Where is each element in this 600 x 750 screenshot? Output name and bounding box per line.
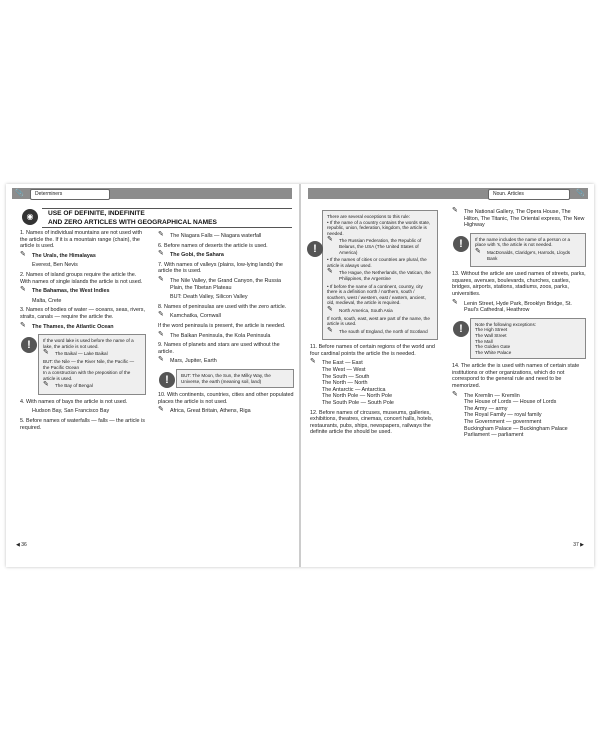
left-header-bar bbox=[12, 188, 292, 199]
pencil-icon: ✎ bbox=[158, 231, 164, 238]
note-item-2: • If the names of cities or countries are plural, the article is always used. bbox=[327, 257, 427, 268]
list-item: The Kremlin — Kremlin bbox=[464, 392, 520, 399]
note-item-4: If north, south, east, west are part of the name, the article is used. bbox=[327, 315, 430, 327]
left-column-1 bbox=[20, 230, 146, 434]
rule-9: 9. Names of planets and stars are used without the article. bbox=[158, 342, 280, 355]
list-item: The Army — army bbox=[464, 405, 508, 412]
right-header-label: Noun. Articles bbox=[488, 189, 570, 200]
pencil-icon: ✎ bbox=[158, 356, 164, 364]
note-box-2 bbox=[165, 369, 294, 388]
right-column-1 bbox=[310, 206, 438, 439]
rule-4: 4. With names of bays the article is not used. bbox=[20, 398, 128, 405]
example-9: ✎ Mars, Jupiter, Earth bbox=[158, 356, 217, 365]
example-5: ✎ The Niagara Falls — Niagara waterfall bbox=[158, 231, 262, 239]
rule-11: 11. Before names of certain regions of the world and four cardinal points the article the is needed. bbox=[310, 344, 435, 357]
pencil-icon: ✎ bbox=[310, 358, 316, 366]
example-10: ✎ Africa, Great Britain, Athens, Riga bbox=[158, 406, 251, 415]
title-line-1: USE OF DEFINITE, INDEFINITE bbox=[48, 210, 145, 217]
pencil-icon: ✎ bbox=[158, 330, 164, 338]
right-page bbox=[308, 206, 588, 556]
book-gutter bbox=[299, 184, 301, 567]
list-item: The East — East bbox=[322, 360, 363, 367]
rule-8: 8. Names of peninsulas are used with the zero article. bbox=[158, 303, 287, 310]
list-item: The South Pole — South Pole bbox=[322, 400, 394, 407]
warning-icon: ! bbox=[307, 241, 323, 257]
paperclip-icon: 📎 bbox=[15, 190, 24, 197]
note-example-1: ✎ The Russian Federation, the Republic of Belarus, the USA (The United States of America) bbox=[327, 236, 422, 255]
note-box bbox=[27, 334, 146, 395]
rule-14: 14. The article the is used with names of certain state institutions or other organizations, which do not correspond to the general rule and need to be memorized. bbox=[452, 363, 580, 390]
note-text: BUT: The Moon, the Sun, the Milky Way, the Universe, the earth (meaning soil, land) bbox=[181, 372, 271, 384]
list-item: The Antarctic — Antarctica bbox=[322, 386, 386, 393]
pencil-icon: ✎ bbox=[158, 250, 164, 258]
rule-1: 1. Names of individual mountains are not used with the article the. If it is a mountain range (chain), the article is used. bbox=[20, 230, 142, 250]
owl-icon: ◉ bbox=[22, 209, 38, 225]
right-page-number: 37 ▶ bbox=[573, 542, 584, 548]
example-7: ✎ The Nile Valley, the Grand Canyon, the Russia Plain, the Tibetan Plateau bbox=[158, 275, 281, 291]
note-box-3 bbox=[313, 210, 438, 340]
list-item: The House of Lords — House of Lords bbox=[464, 399, 557, 406]
list-item: The South — South bbox=[322, 373, 370, 380]
list-item: The Government — government bbox=[464, 419, 542, 426]
rule-13: 13. Without the article are used names of streets, parks, squares, avenues, boulevards, churches, castles, bridges, airports, stations, stadiums, zoos, parks, universities. bbox=[452, 271, 586, 297]
note-example-2: ✎ The Hague, the Netherlands, the Vatican, the Philippines, the Argentine bbox=[327, 268, 431, 281]
rule-7: 7. With names of valleys (plains, low-lying lands) the article the is used. bbox=[158, 261, 283, 275]
rule-5: 5. Before names of waterfalls — falls — the article is required. bbox=[20, 418, 145, 431]
list-item: The Wall Street bbox=[475, 332, 507, 338]
pencil-icon: ✎ bbox=[158, 311, 164, 319]
paperclip-icon: 📎 bbox=[576, 190, 585, 197]
note-example-4: ✎ The south of England, the north of Scotland bbox=[327, 326, 428, 334]
example-1b: Everest, Ben Nevis bbox=[32, 262, 78, 269]
right-header-bar bbox=[308, 188, 588, 199]
pencil-icon: ✎ bbox=[43, 381, 49, 389]
rule-6: 6. Before names of deserts the article is used. bbox=[158, 242, 268, 249]
list-item: The Golden Gate bbox=[475, 344, 511, 350]
pencil-icon: ✎ bbox=[327, 326, 333, 334]
pencil-icon: ✎ bbox=[452, 390, 458, 398]
note-example-3: ✎ North America, South Asia bbox=[327, 305, 393, 313]
pencil-icon: ✎ bbox=[158, 275, 164, 283]
list-item: The Royal Family — royal family bbox=[464, 412, 542, 419]
list-item: The West — West bbox=[322, 367, 366, 374]
example-12: ✎ The National Gallery, The Opera House, The Hilton, The Titanic, The Oriental express, The New Highway bbox=[452, 207, 585, 229]
example-1a: ✎ The Urals, the Himalayas bbox=[20, 250, 96, 259]
note-item-1: • If the name of a country contains the words state, republic, union, federation, kingdom, the article is needed. bbox=[327, 219, 431, 236]
example-list-11 bbox=[310, 360, 438, 406]
rule-12: 12. Before names of circuses, museums, galleries, exhibitions, theatres, cinemas, concert halls, hotels, restaurants, pubs, ships, newspapers, railways the definite article the should be used. bbox=[310, 409, 434, 436]
note-text: If the word lake is used before the name of a lake, the article is not used. bbox=[43, 338, 134, 349]
rule-3: 3. Names of bodies of water — oceans, seas, rivers, straits, canals — require the article the. bbox=[20, 307, 145, 320]
pencil-icon: ✎ bbox=[475, 247, 481, 255]
list-item: Parliament — parliament bbox=[464, 432, 524, 439]
warning-icon: ! bbox=[21, 337, 37, 353]
note-box-5 bbox=[459, 318, 586, 360]
example-2b: Malta, Crete bbox=[32, 297, 62, 304]
pencil-icon: ✎ bbox=[452, 207, 458, 214]
pencil-icon: ✎ bbox=[43, 349, 49, 357]
example-7-but: BUT: Death Valley, Silicon Valley bbox=[170, 294, 248, 301]
note-example-1: ✎ The Baikal — Lake Baikal bbox=[43, 349, 108, 357]
left-page-number: ◀ 36 bbox=[16, 542, 27, 548]
list-item: The White Palace bbox=[475, 349, 512, 355]
pencil-icon: ✎ bbox=[327, 236, 333, 244]
page-spread bbox=[6, 184, 594, 567]
note-box-4 bbox=[459, 233, 586, 267]
pencil-icon: ✎ bbox=[158, 406, 164, 414]
list-item: The High Street bbox=[475, 327, 508, 333]
example-13: ✎ Lenin Street, Hyde Park, Brooklyn Bridge, St. Paul's Cathedral, Heathrow bbox=[452, 298, 572, 314]
left-page bbox=[20, 206, 296, 556]
example-2a: ✎ The Bahamas, the West Indies bbox=[20, 286, 110, 295]
list-item: The North Pole — North Pole bbox=[322, 393, 393, 400]
note-example-3: ✎ The Bay of Bengal bbox=[43, 381, 93, 389]
pencil-icon: ✎ bbox=[452, 298, 458, 306]
warning-icon: ! bbox=[159, 372, 175, 388]
list-item: Buckingham Palace — Buckingham Palace bbox=[464, 425, 568, 432]
example-4: Hudson Bay, San Francisco Bay bbox=[32, 408, 110, 415]
warning-icon: ! bbox=[453, 321, 469, 337]
left-column-2 bbox=[158, 230, 294, 418]
pencil-icon: ✎ bbox=[327, 268, 333, 276]
note-head: Note the following exceptions: bbox=[475, 321, 537, 327]
note-text-2: In a construction with the preposition of the article is used. bbox=[43, 370, 131, 381]
pencil-icon: ✎ bbox=[20, 286, 26, 294]
note-example: ✎ MacDonalds, Claridge's, Harrods, Lloyds Bank bbox=[475, 247, 571, 261]
warning-icon: ! bbox=[453, 236, 469, 252]
example-8b: ✎ The Balkan Peninsula, the Kola Peninsula bbox=[158, 330, 271, 339]
rule-8-extra: If the word peninsula is present, the article is needed. bbox=[158, 322, 286, 329]
list-item: The North — North bbox=[322, 380, 368, 387]
rule-2: 2. Names of island groups require the article the. With names of single islands the article is not used. bbox=[20, 271, 143, 285]
pencil-icon: ✎ bbox=[20, 250, 26, 258]
rule-10: 10. With continents, countries, cities and other populated places the article is not used. bbox=[158, 392, 294, 405]
note-example-2: BUT: the Nile — the River Nile, the Pacific — the Pacific Ocean bbox=[43, 358, 135, 370]
example-list-14 bbox=[452, 390, 586, 439]
pencil-icon: ✎ bbox=[327, 305, 333, 313]
note-text: If the name includes the name of a person or a place with 's, the article is not needed. bbox=[475, 236, 570, 248]
note-head: There are several exceptions to this rule: bbox=[327, 214, 410, 219]
pencil-icon: ✎ bbox=[20, 321, 26, 329]
example-8: ✎ Kamchatka, Cornwall bbox=[158, 311, 221, 320]
note-item-3: • If before the name of a continent, country, city there is a definition north / northern, south / southern, west / western, east / eastern, ancient, old, medieval, the article is required. bbox=[327, 283, 426, 306]
right-column-2 bbox=[452, 206, 586, 442]
example-6: ✎ The Gobi, the Sahara bbox=[158, 250, 224, 259]
example-3: ✎ The Thames, the Atlantic Ocean bbox=[20, 321, 114, 330]
list-item: The Mall bbox=[475, 338, 493, 344]
title-line-2: AND ZERO ARTICLES WITH GEOGRAPHICAL NAMES bbox=[48, 219, 217, 226]
left-header-label: Determiners bbox=[30, 189, 110, 200]
